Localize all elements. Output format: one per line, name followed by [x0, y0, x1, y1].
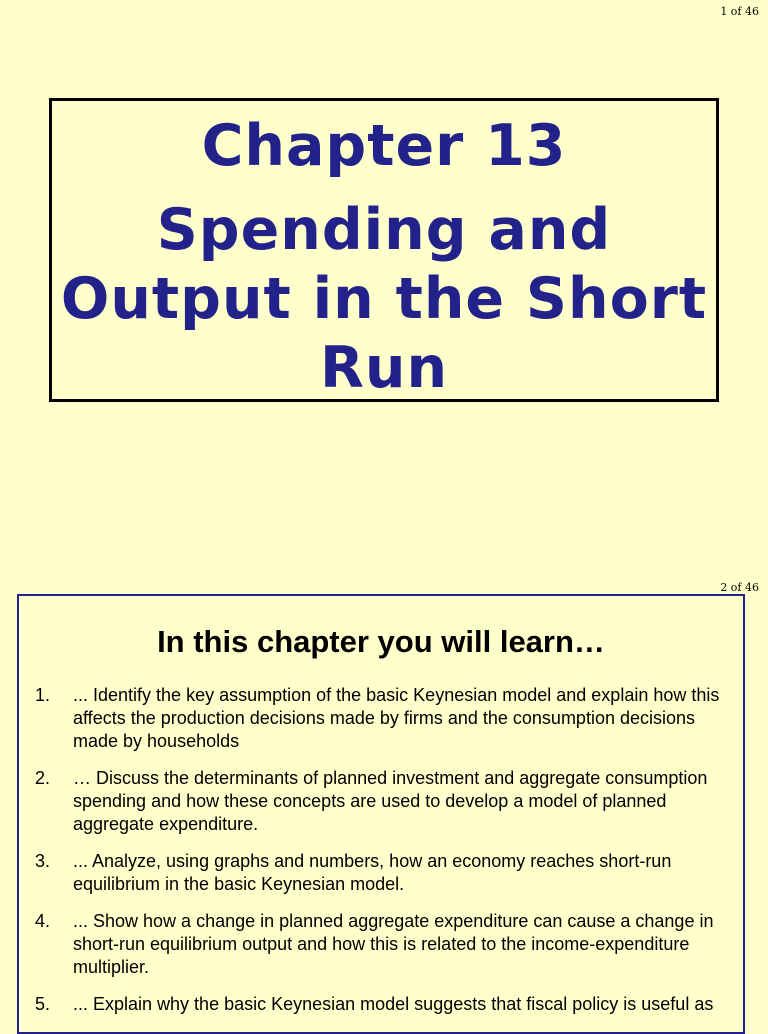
objective-text: ... Identify the key assumption of the basic Keynesian model and explain how this affects the production decisions made by firms and the consumption decisions made by households	[73, 685, 720, 751]
chapter-number: Chapter 13	[201, 113, 567, 179]
objective-number: 5.	[35, 994, 51, 1014]
chapter-title-line: Output in the Short	[60, 266, 708, 332]
objective-number: 2.	[35, 768, 51, 788]
objectives-list	[35, 684, 735, 1030]
objective-text: … Discuss the determinants of planned investment and aggregate consumption spending and how these concepts are used to develop a model of planned aggregate expenditure.	[73, 768, 708, 834]
chapter-title-line: Run	[319, 335, 449, 401]
learning-objectives-heading: In this chapter you will learn…	[157, 624, 605, 659]
objective-number: 4.	[35, 911, 51, 931]
objective-item	[35, 684, 735, 753]
objective-number: 1.	[35, 685, 51, 705]
learning-objectives-box	[17, 594, 745, 1034]
objective-text: ... Analyze, using graphs and numbers, how an economy reaches short-run equilibrium in the basic Keynesian model.	[73, 851, 672, 894]
chapter-title-line: Spending and	[156, 197, 612, 263]
chapter-title-box	[49, 98, 719, 402]
chapter-title	[52, 196, 716, 403]
objective-item	[35, 993, 735, 1016]
objective-number: 3.	[35, 851, 51, 871]
page-number: 1 of 46	[720, 5, 759, 18]
objective-text: ... Explain why the basic Keynesian model suggests that fiscal policy is useful as	[73, 994, 714, 1014]
objective-text: ... Show how a change in planned aggregate expenditure can cause a change in short-run equilibrium output and how this is related to the income-expenditure multiplier.	[73, 911, 714, 977]
page-number: 2 of 46	[720, 581, 759, 594]
objective-item	[35, 910, 735, 979]
objective-item	[35, 850, 735, 896]
objective-item	[35, 767, 735, 836]
